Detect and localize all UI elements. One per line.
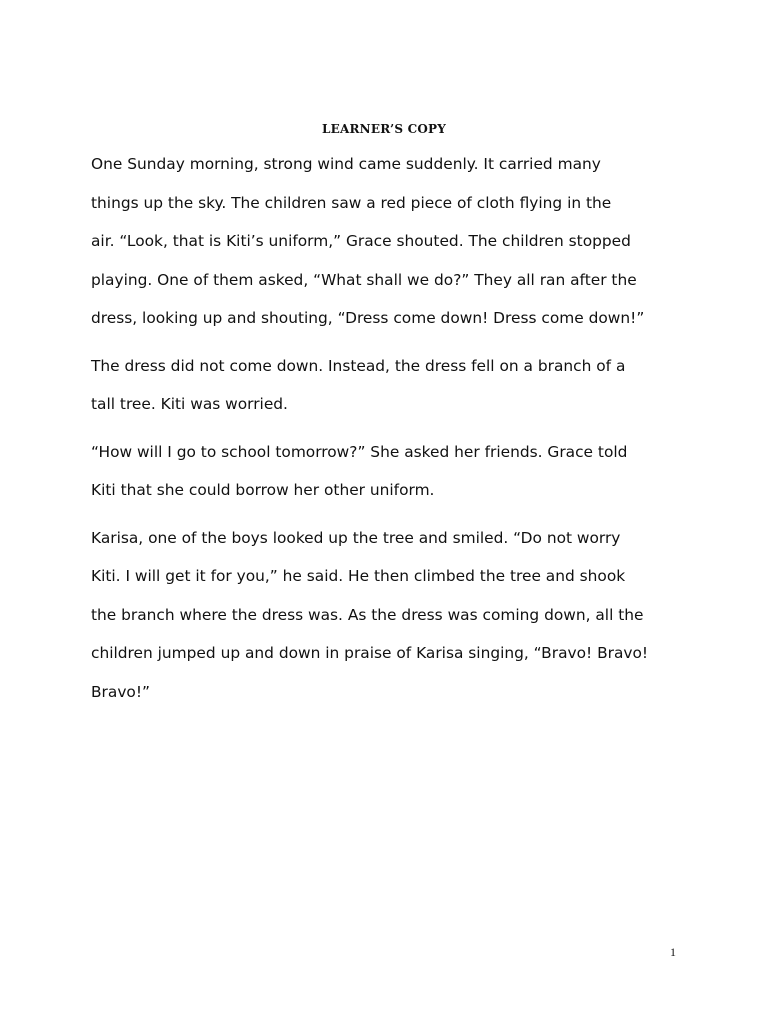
paragraph-4 xyxy=(91,519,691,712)
text-line: Karisa, one of the boys looked up the tree and smiled. “Do not worry xyxy=(91,528,621,547)
text-line: tall tree. Kiti was worried. xyxy=(91,395,288,413)
text-line: Kiti that she could borrow her other uniform. xyxy=(91,481,435,499)
text-line: air. “Look, that is Kiti’s uniform,” Grace shouted. The children stopped xyxy=(91,232,631,250)
paragraph-2 xyxy=(91,347,691,424)
text-line: Kiti. I will get it for you,” he said. He then climbed the tree and shook xyxy=(91,567,626,585)
text-line: The dress did not come down. Instead, the dress fell on a branch of a xyxy=(91,356,626,375)
text-line: “How will I go to school tomorrow?” She asked her friends. Grace told xyxy=(91,442,628,461)
text-line: playing. One of them asked, “What shall we do?” They all ran after the xyxy=(91,270,637,289)
page-title: LEARNER’S COPY xyxy=(322,122,446,136)
text-line: Bravo!” xyxy=(91,682,150,701)
text-line: One Sunday morning, strong wind came suddenly. It carried many xyxy=(91,155,601,173)
text-line: dress, looking up and shouting, “Dress come down! Dress come down!” xyxy=(91,309,645,327)
paragraph-1 xyxy=(91,145,691,338)
page-number: 1 xyxy=(670,945,676,959)
story-text xyxy=(91,145,691,711)
text-line: the branch where the dress was. As the dress was coming down, all the xyxy=(91,605,644,624)
text-line: things up the sky. The children saw a red piece of cloth flying in the xyxy=(91,193,612,212)
paragraph-3 xyxy=(91,433,691,510)
text-line: children jumped up and down in praise of Karisa singing, “Bravo! Bravo! xyxy=(91,644,649,662)
